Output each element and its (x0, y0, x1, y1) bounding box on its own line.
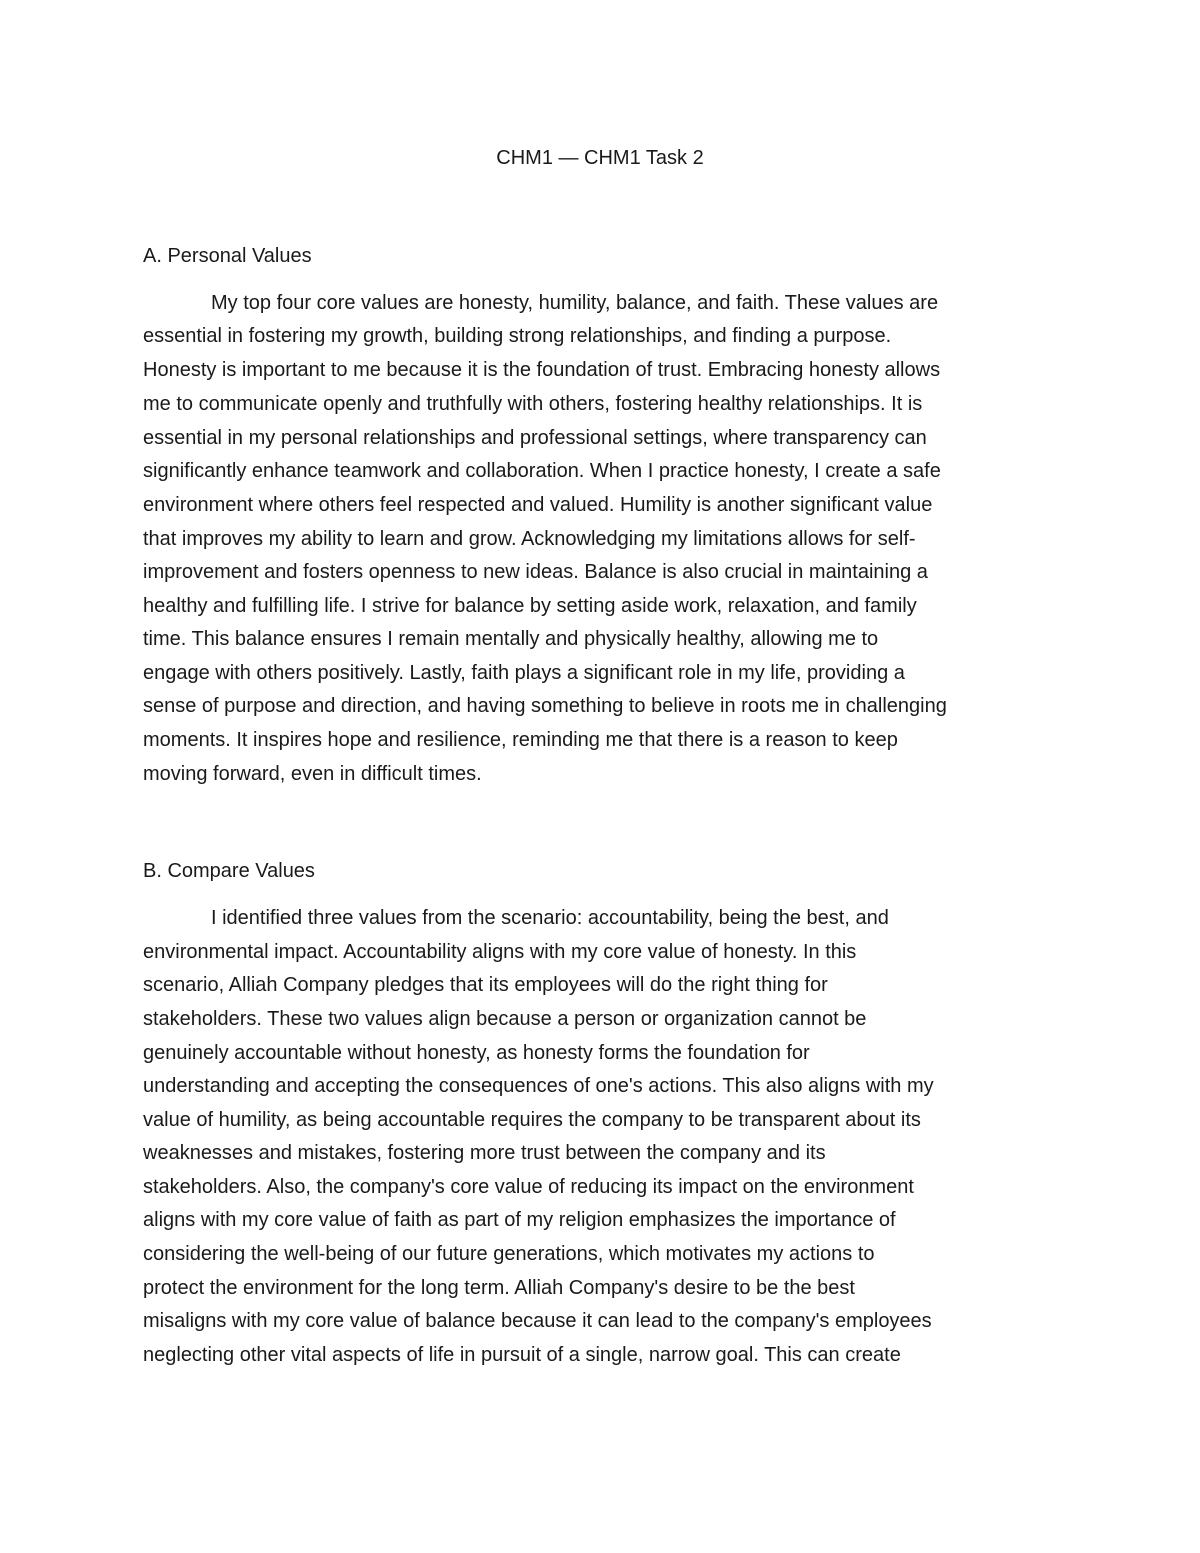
paragraph-line: genuinely accountable without honesty, as honesty forms the foundation for (143, 1042, 810, 1064)
paragraph-line: stakeholders. Also, the company's core value of reducing its impact on the environment (143, 1176, 914, 1198)
paragraph-line: essential in my personal relationships and professional settings, where transparency can (143, 427, 927, 449)
paragraph-line: misaligns with my core value of balance because it can lead to the company's employees (143, 1310, 932, 1332)
paragraph-line: time. This balance ensures I remain mentally and physically healthy, allowing me to (143, 628, 879, 650)
section-b-heading: B. Compare Values (143, 860, 315, 882)
paragraph-line: understanding and accepting the consequences of one's actions. This also aligns with my (143, 1075, 934, 1097)
paragraph-line: sense of purpose and direction, and having something to believe in roots me in challenging (143, 695, 947, 717)
paragraph-line: environmental impact. Accountability aligns with my core value of honesty. In this (143, 941, 857, 963)
paragraph-line: moments. It inspires hope and resilience, reminding me that there is a reason to keep (143, 729, 898, 751)
paragraph-line: healthy and fulfilling life. I strive for balance by setting aside work, relaxation, and family (143, 595, 917, 617)
paragraph-line: moving forward, even in difficult times. (143, 763, 482, 785)
paragraph-line: value of humility, as being accountable requires the company to be transparent about its (143, 1109, 921, 1131)
paragraph-line: protect the environment for the long term. Alliah Company's desire to be the best (143, 1277, 855, 1299)
paragraph-line: essential in fostering my growth, building strong relationships, and finding a purpose. (143, 325, 892, 347)
paragraph-line: My top four core values are honesty, humility, balance, and faith. These values are (211, 292, 939, 314)
paragraph-line: stakeholders. These two values align because a person or organization cannot be (143, 1008, 867, 1030)
paragraph-line: scenario, Alliah Company pledges that its employees will do the right thing for (143, 974, 828, 996)
paragraph-line: me to communicate openly and truthfully with others, fostering healthy relationships. It is (143, 393, 923, 415)
paragraph-line: environment where others feel respected and valued. Humility is another significant value (143, 494, 933, 516)
paragraph-line: improvement and fosters openness to new ideas. Balance is also crucial in maintaining a (143, 561, 928, 583)
document-title: CHM1 — CHM1 Task 2 (496, 147, 704, 169)
paragraph-line: engage with others positively. Lastly, faith plays a significant role in my life, providing a (143, 662, 905, 684)
paragraph-line: weaknesses and mistakes, fostering more trust between the company and its (143, 1142, 826, 1164)
paragraph-line: that improves my ability to learn and grow. Acknowledging my limitations allows for self- (143, 528, 916, 550)
paragraph-line: aligns with my core value of faith as part of my religion emphasizes the importance of (143, 1209, 896, 1231)
paragraph-line: I identified three values from the scenario: accountability, being the best, and (211, 907, 889, 929)
section-a-heading: A. Personal Values (143, 245, 312, 267)
paragraph-line: neglecting other vital aspects of life in pursuit of a single, narrow goal. This can create (143, 1344, 901, 1366)
paragraph-line: significantly enhance teamwork and collaboration. When I practice honesty, I create a safe (143, 460, 941, 482)
paragraph-line: considering the well-being of our future generations, which motivates my actions to (143, 1243, 875, 1265)
paragraph-line: Honesty is important to me because it is the foundation of trust. Embracing honesty allows (143, 359, 941, 381)
